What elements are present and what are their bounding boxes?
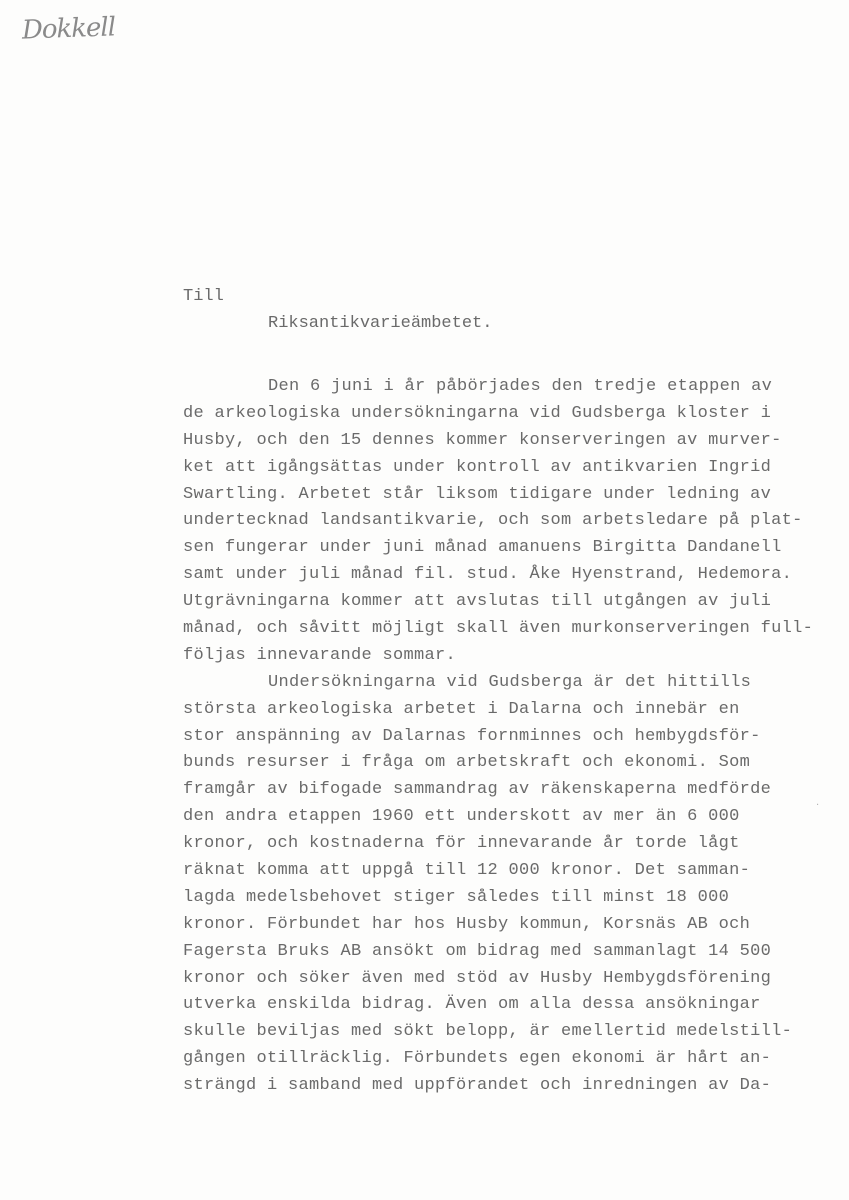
text-line: samt under juli månad fil. stud. Åke Hyenstrand, Hedemora. — [183, 565, 793, 585]
text-line: den andra etappen 1960 ett underskott av mer än 6 000 — [183, 807, 740, 827]
text-line: Fagersta Bruks AB ansökt om bidrag med sammanlagt 14 500 — [183, 941, 772, 961]
text-line: Undersökningarna vid Gudsberga är det hittills — [268, 672, 752, 692]
recipient: Riksantikvarieämbetet. — [268, 314, 493, 333]
margin-mark: · — [816, 800, 820, 811]
text-line: skulle beviljas med sökt belopp, är emellertid medelstill- — [183, 1022, 793, 1042]
text-line: stor anspänning av Dalarnas fornminnes och hembygdsför- — [183, 726, 761, 746]
text-line: undertecknad landsantikvarie, och som arbetsledare på plat- — [183, 511, 803, 531]
text-line: ket att igångsättas under kontroll av antikvarien Ingrid — [183, 457, 772, 477]
text-line: kronor och söker även med stöd av Husby Hembygdsförening — [183, 968, 772, 988]
text-line: framgår av bifogade sammandrag av räkenskaperna medförde — [183, 780, 772, 800]
text-line: räknat komma att uppgå till 12 000 kronor. Det samman- — [183, 861, 751, 881]
text-line: bunds resurser i fråga om arbetskraft och ekonomi. Som — [183, 753, 751, 773]
text-line: månad, och såvitt möjligt skall även murkonserveringen full- — [183, 619, 814, 639]
text-line: sen fungerar under juni månad amanuens Birgitta Dandanell — [183, 538, 782, 558]
letter-body — [183, 374, 814, 1100]
text-line: största arkeologiska arbetet i Dalarna och innebär en — [183, 699, 740, 719]
text-line: följas innevarande sommar. — [183, 645, 457, 665]
text-line: lagda medelsbehovet stiger således till minst 18 000 — [183, 887, 730, 907]
text-line: Husby, och den 15 dennes kommer konserveringen av murver- — [183, 430, 782, 450]
text-line: kronor, och kostnaderna för innevarande år torde lågt — [183, 834, 740, 854]
text-line: utverka enskilda bidrag. Även om alla dessa ansökningar — [183, 995, 761, 1015]
text-line: Utgrävningarna kommer att avslutas till utgången av juli — [183, 592, 772, 612]
salutation: Till — [183, 287, 224, 306]
text-line: de arkeologiska undersökningarna vid Gudsberga kloster i — [183, 403, 772, 423]
text-line: kronor. Förbundet har hos Husby kommun, Korsnäs AB och — [183, 914, 751, 934]
handwritten-annotation: Dokkell — [21, 12, 116, 46]
text-line: strängd i samband med uppförandet och inredningen av Da- — [183, 1076, 772, 1096]
text-line: Swartling. Arbetet står liksom tidigare under ledning av — [183, 484, 772, 504]
text-line: Den 6 juni i år påbörjades den tredje etappen av — [268, 377, 773, 396]
text-line: gången otillräcklig. Förbundets egen ekonomi är hårt an- — [183, 1049, 772, 1069]
